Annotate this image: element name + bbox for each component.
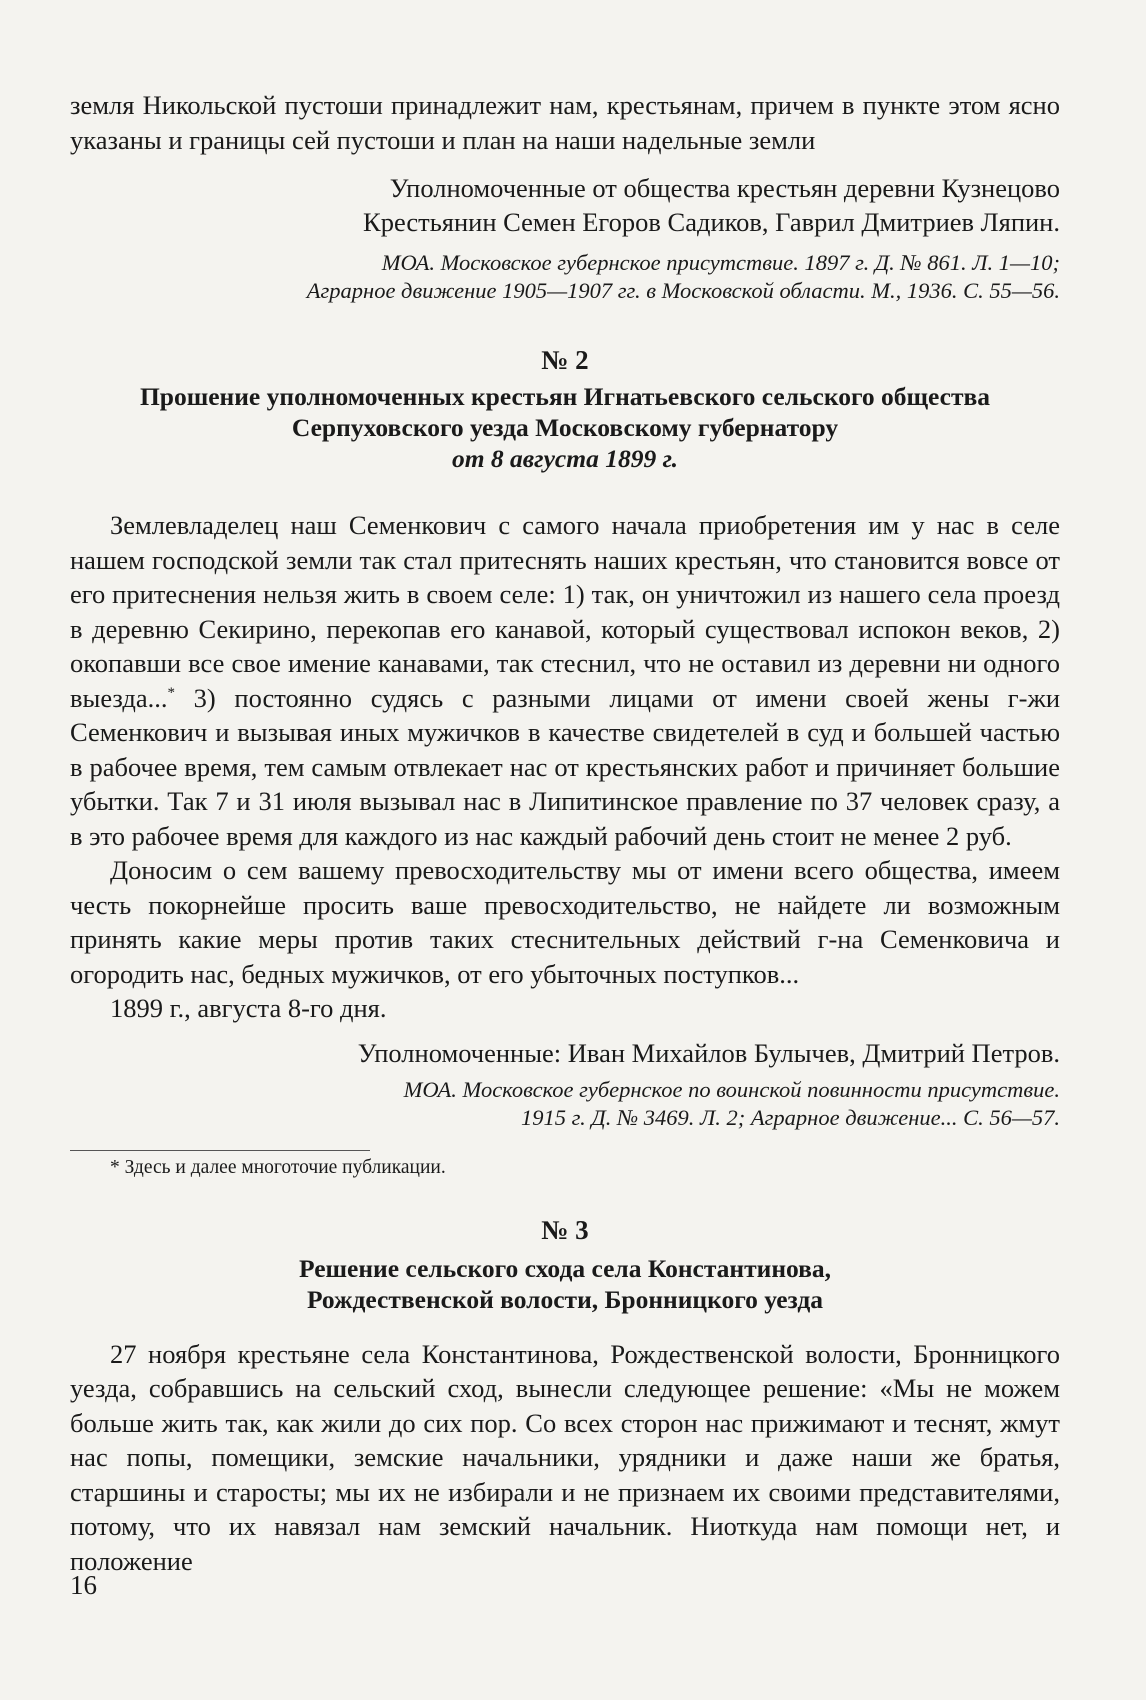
footnote-divider (70, 1150, 370, 1151)
document-3-title-line2: Рождественской волости, Бронницкого уезда (306, 1284, 823, 1314)
document-2-date: от 8 августа 1899 г. (451, 444, 679, 473)
document-3-title-line1: Решение сельского схода села Константинова, (298, 1253, 832, 1283)
paragraph-complaint (70, 508, 1060, 853)
footnote-ellipsis: * Здесь и далее многоточие публикации. (110, 1156, 446, 1178)
paragraph-land-claim: земля Никольской пустоши принадлежит нам, крестьянам, причем в пункте этом ясно указаны и границы сей пустоши и план на наши надельные земли (70, 90, 1060, 155)
page-body (70, 88, 1060, 1578)
archive-source-1-line1: МОА. Московское губернское присутствие. 1897 г. Д. № 861. Л. 1—10; (381, 250, 1060, 275)
signature-authorized: Уполномоченные: Иван Михайлов Булычев, Дмитрий Петров. (357, 1037, 1060, 1068)
page-number: 16 (70, 1570, 97, 1600)
document-3-number: № 3 (541, 1214, 589, 1245)
document-2-number: № 2 (541, 345, 589, 375)
footnote-marker: * (167, 684, 176, 701)
signature-kuznetsovo-line2: Крестьянин Семен Егоров Садиков, Гаврил Дмитриев Ляпин. (363, 207, 1060, 237)
document-2-title-line2: Серпуховского уезда Московскому губернатору (291, 413, 839, 442)
document-2-title-line1: Прошение уполномоченных крестьян Игнатьевского сельского общества (139, 382, 991, 411)
signature-kuznetsovo-line1: Уполномоченные от общества крестьян деревни Кузнецово (389, 173, 1060, 203)
archive-source-2-line2: 1915 г. Д. № 3469. Л. 2; Аграрное движение... С. 56—57. (521, 1104, 1060, 1130)
paragraph-village-decision: 27 ноября крестьяне села Константинова, Рождественской волости, Бронницкого уезда, собравшись на сельский сход, вынесли следующее решение: «Мы не можем больше жить так, как жили до сих пор. Со всех сторон нас прижимают и теснят, жмут нас попы, помещики, земские начальники, урядники и даже наши же братья, старшины и старосты; мы их не избирали и не признаем их своими представителями, потому, что их навязал нам земский начальник. Ниоткуда нам помощи нет, и положение (70, 1338, 1060, 1576)
archive-source-2-line1: МОА. Московское губернское по воинской повинности присутствие. (403, 1076, 1060, 1102)
complaint-text-part1: Землевладелец наш Семенкович с самого начала приобретения им у нас в селе нашем господской земли так стал притеснять наших крестьян, что становится вовсе от его притеснения нельзя жить в своем селе: 1) так, он уничтожил из нашего села проезд в деревню Секирино, перекопав его канавой, который существовал испокон веков, 2) окопавши все свое имение канавами, так стеснил, что не оставил из деревни ни одного выезда... (70, 510, 1060, 713)
archive-source-1-line2: Аграрное движение 1905—1907 гг. в Московской области. М., 1936. С. 55—56. (306, 278, 1060, 303)
paragraph-petition-request: Доносим о сем вашему превосходительству мы от имени всего общества, имеем честь покорнейше просить ваше превосходительство, не найдете ли возможным принять какие меры против таких стеснительных действий г-на Семенковича и огородить нас, бедных мужичков, от его убыточных поступков... (70, 855, 1060, 989)
petition-date: 1899 г., августа 8-го дня. (110, 993, 387, 1023)
complaint-text-part2: 3) постоянно судясь с разными лицами от имени своей жены г-жи Семенкович и вызывая иных мужичков в качестве свидетелей в суд и большей частью в рабочее время, тем самым отвлекает нас от крестьянских работ и причиняет большие убытки. Так 7 и 31 июля вызывал нас в Липитинское правление по 37 человек сразу, а в это рабочее время для каждого из нас каждый рабочий день стоит не менее 2 руб. (70, 682, 1060, 851)
